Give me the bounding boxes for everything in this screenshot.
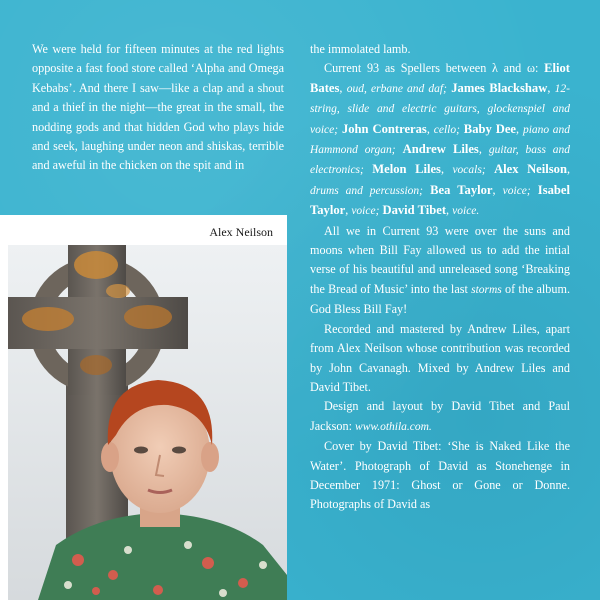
paragraph-recording — [310, 320, 570, 398]
portrait-photo — [8, 245, 287, 600]
credit-name-2: John Contreras — [341, 121, 427, 136]
credit-role-6: drums and percussion; — [310, 184, 424, 197]
photo-panel — [0, 215, 287, 600]
paragraph-1 — [310, 40, 570, 59]
p4-text: Recorded and mastered by Andrew Liles, apart from Alex Neilson whose contribution was recorded by John Cavanagh. Mixed by Andrew Liles and David Tibet. — [310, 321, 570, 394]
left-paragraph: We were held for fifteen minutes at the red lights opposite a fast food store called ‘Alpha and Omega Kebabs’. And there I saw—like a clap and a shout and a thief in the night—the great in the small, the nodding gods and that hidden God who plays hide and seek, laughing under neon and shiskas, terrible and aweful in the chicken on the spit and in — [32, 42, 284, 173]
credits-intro: Current 93 as Spellers between λ and ω: — [324, 61, 539, 76]
p3-end: of the album. God Bless Bill Fay! — [310, 281, 571, 317]
p5-url: www.othila.com. — [355, 420, 432, 433]
credit-role-7: voice; — [502, 184, 531, 197]
credit-role-0: oud, erbane and daf; — [346, 82, 447, 95]
credit-name-7: Bea Taylor — [430, 182, 493, 197]
right-column-text — [310, 40, 570, 515]
credit-role-2: cello; — [433, 123, 460, 136]
p1-text: the immolated lamb. — [310, 42, 411, 56]
credit-name-3: Baby Dee — [463, 121, 517, 136]
credit-name-5: Melon Liles — [372, 162, 441, 177]
paragraph-bill-fay — [310, 222, 570, 320]
credit-name-1: James Blackshaw — [451, 80, 548, 95]
credit-name-0: Eliot Bates — [310, 61, 570, 95]
paragraph-cover — [310, 437, 570, 515]
credit-role-8: voice; — [351, 205, 380, 218]
paragraph-design — [310, 397, 570, 437]
paragraph-credits: Current 93 as Spellers between λ and ω: Eliot Bates, oud, erbane and daf; James Blackshaw, 12-string, slide and electric guitars, glockenspiel and voice; John Contreras, cello; Baby Dee, piano and Hammond organ; Andrew Liles, guitar, bass and electronics; Melon Liles, vocals; Alex Neilson, drums and percussion; Bea Taylor, voice; Isabel Taylor, voice; David Tibet, voice. — [310, 61, 571, 218]
credit-name-4: Andrew Liles — [402, 142, 479, 157]
p5-text: Design and layout by David Tibet and Paul Jackson: — [310, 399, 570, 433]
credit-name-9: David Tibet — [382, 203, 447, 218]
credit-role-5: vocals; — [452, 164, 486, 177]
p3-italic: storms — [471, 283, 502, 296]
p6-text: Cover by David Tibet: ‘She is Naked Like the Water’. Photograph of David as Stonehenge in December 1971: Ghost or Gone or Donne. Photographs of David as — [310, 439, 570, 512]
credit-role-3: piano and Hammond organ; — [310, 123, 571, 157]
credit-role-9: voice. — [452, 205, 480, 218]
credit-role-4: guitar, bass and electronics; — [310, 144, 571, 177]
credit-role-1: 12-string, slide and electric guitars, glockenspiel and voice; — [310, 82, 570, 136]
left-column-text — [32, 40, 284, 176]
photo-caption: Alex Neilson — [209, 225, 273, 239]
p3-text: All we in Current 93 were over the suns and moons when Bill Fay allowed us to add the intial verse of his beautiful and unreleased song ‘Breaking the Bread of Music’ into the last — [310, 223, 570, 296]
credit-name-6: Alex Neilson — [494, 162, 567, 177]
credit-name-8: Isabel Taylor — [310, 182, 570, 218]
portrait-illustration — [8, 245, 287, 600]
